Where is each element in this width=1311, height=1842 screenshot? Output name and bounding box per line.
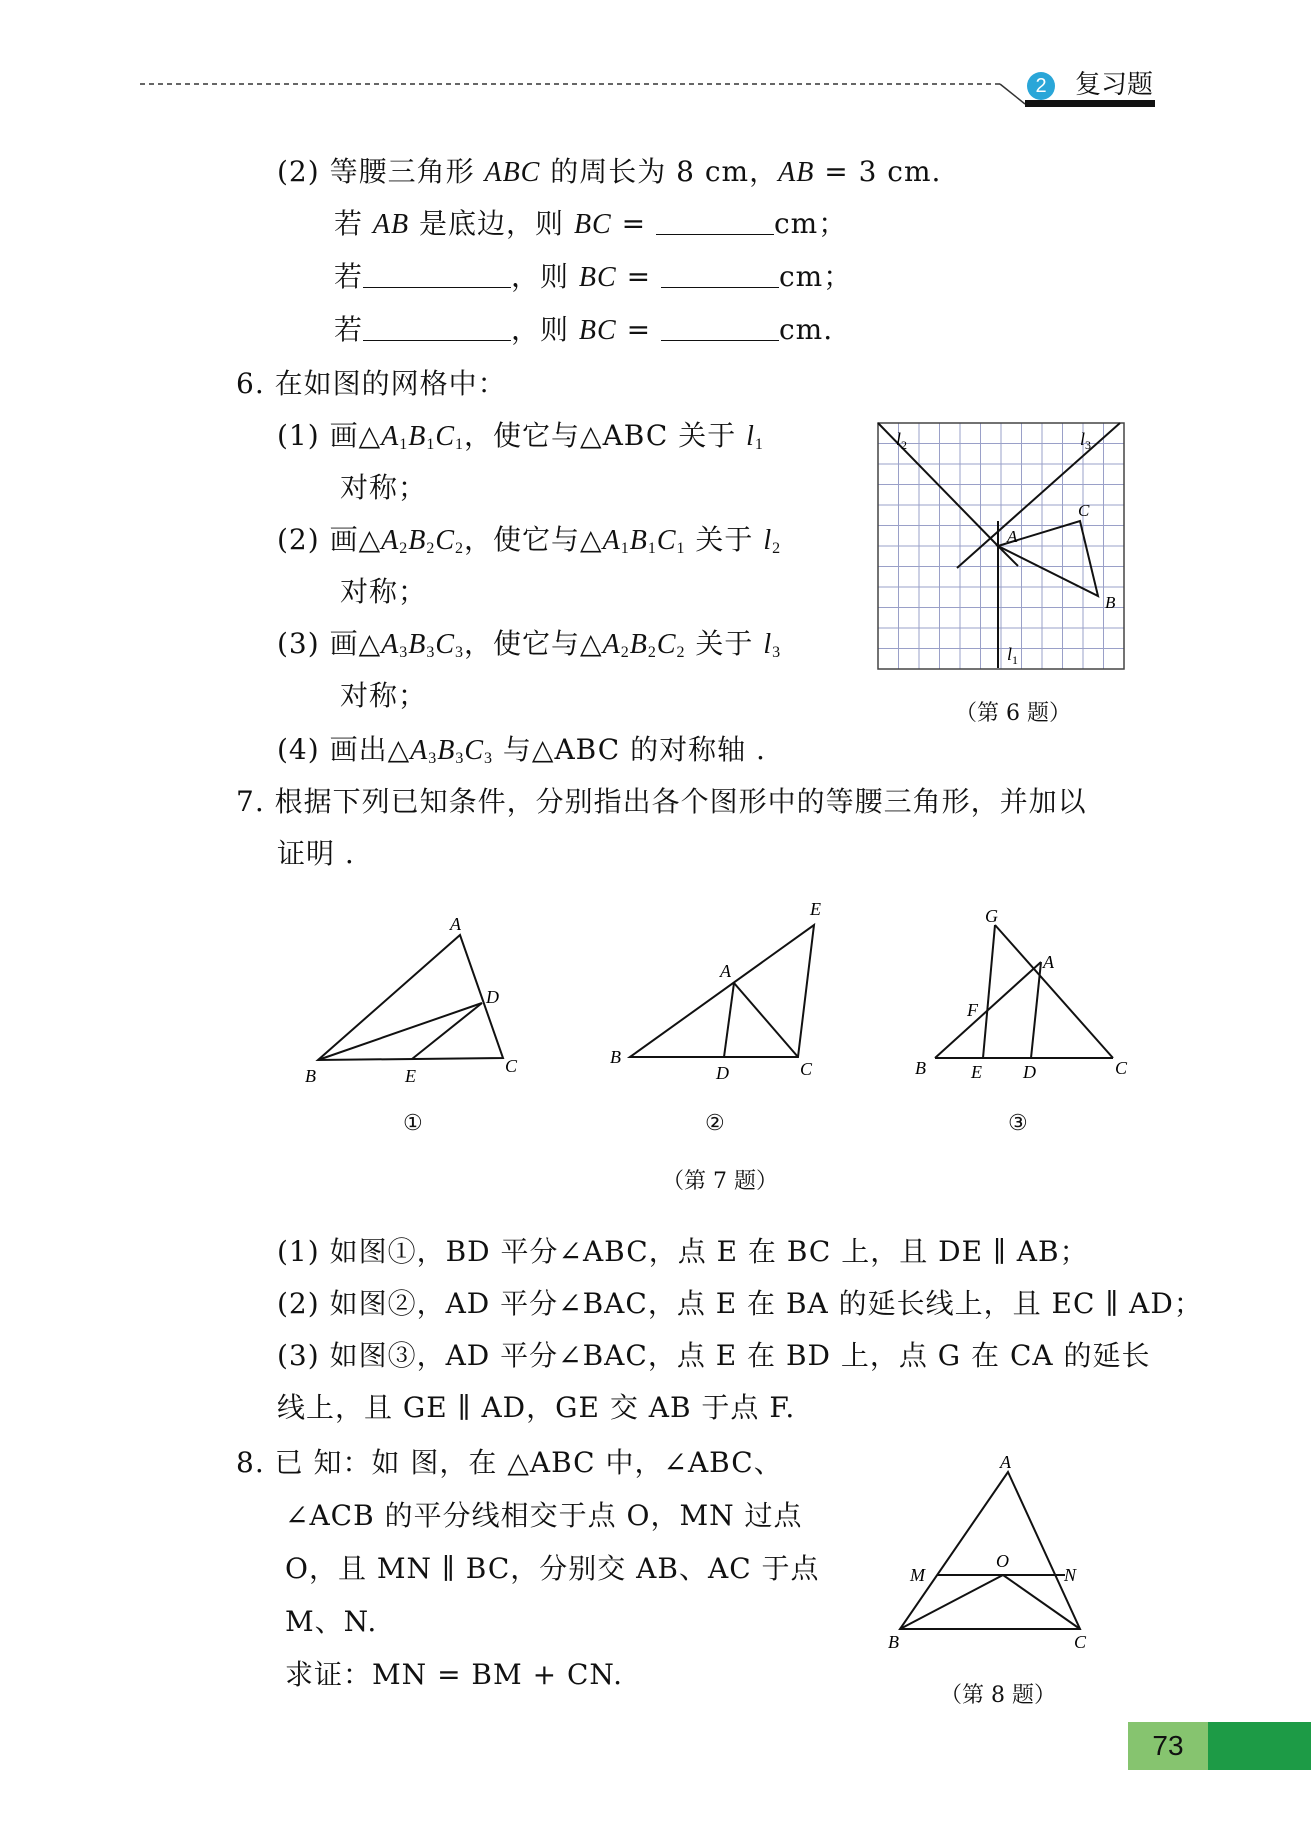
- section-title: 复习题: [1075, 70, 1154, 100]
- q7-caption: （第 7 题）: [662, 1169, 778, 1194]
- q7-figure-1: [290, 910, 540, 1090]
- q7-figure-2: [600, 895, 840, 1085]
- q6-part2-cont: 对称；: [340, 575, 428, 608]
- q8-caption: （第 8 题）: [940, 1683, 1056, 1708]
- q6-stem: 6. 在如图的网格中：: [236, 367, 507, 400]
- q8-line5: 求证：MN = BM + CN.: [285, 1658, 623, 1691]
- q8-line1: 8. 已 知：如 图，在 △ABC 中，∠ABC、: [236, 1446, 783, 1479]
- q8-line4: M、N.: [285, 1605, 378, 1638]
- svg-text:C: C: [800, 1059, 813, 1079]
- q7-mark-3: ③: [1008, 1111, 1028, 1136]
- q7-mark-1: ①: [403, 1111, 423, 1136]
- svg-text:C: C: [1115, 1058, 1128, 1078]
- svg-text:M: M: [910, 1565, 925, 1585]
- label-l2: $l_2$: [896, 429, 908, 452]
- label-c: C: [1078, 501, 1090, 520]
- q7-stem-line1: 7. 根据下列已知条件，分别指出各个图形中的等腰三角形，并加以: [236, 785, 1087, 818]
- q7-part3-line1: (3) 如图③，AD 平分∠BAC，点 E 在 BD 上，点 G 在 CA 的延长: [277, 1339, 1151, 1372]
- answer-blank[interactable]: [363, 257, 511, 288]
- label-l3: $l_3$: [1080, 429, 1092, 452]
- svg-text:B: B: [915, 1058, 926, 1078]
- svg-text:E: E: [971, 1062, 982, 1082]
- svg-text:C: C: [1074, 1632, 1087, 1650]
- q7-mark-2: ②: [705, 1111, 725, 1136]
- q6-part4: (4) 画出$\triangle A_3B_3C_3$ 与△ABC 的对称轴 .: [277, 733, 766, 767]
- svg-text:O: O: [996, 1551, 1009, 1571]
- svg-text:A: A: [1043, 952, 1054, 972]
- q6-part3: (3) 画$\triangle A_3B_3C_3$，使它与$\triangle A_2B_2C_2$ 关于 $l_3$: [277, 627, 782, 661]
- q6-caption: （第 6 题）: [955, 701, 1071, 726]
- svg-text:A: A: [450, 914, 461, 934]
- svg-text:C: C: [505, 1056, 518, 1076]
- q7-stem-line2: 证明 .: [277, 837, 355, 870]
- q7-part3-line2: 线上，且 GE ∥ AD，GE 交 AB 于点 F.: [277, 1391, 796, 1424]
- svg-text:A: A: [1000, 1452, 1011, 1472]
- answer-blank[interactable]: [656, 204, 774, 235]
- page-number-bar: [1208, 1722, 1311, 1770]
- page-number: 73: [1152, 1730, 1184, 1761]
- q6-part1: (1) 画$\triangle A_1B_1C_1$，使它与△ABC 关于 $l_1$: [277, 419, 764, 453]
- svg-text:D: D: [486, 987, 499, 1007]
- q8-line3: O，且 MN ∥ BC，分别交 AB、AC 于点: [285, 1552, 820, 1585]
- q8-figure: [880, 1450, 1110, 1650]
- svg-text:B: B: [888, 1632, 899, 1650]
- svg-text:A: A: [720, 961, 731, 981]
- svg-text:E: E: [405, 1066, 416, 1086]
- answer-blank[interactable]: [661, 310, 779, 341]
- q7-part2: (2) 如图②，AD 平分∠BAC，点 E 在 BA 的延长线上，且 EC ∥ AD；: [277, 1287, 1203, 1320]
- header: [0, 0, 1311, 120]
- answer-blank[interactable]: [363, 310, 511, 341]
- q8-line2: ∠ACB 的平分线相交于点 O，MN 过点: [285, 1499, 803, 1532]
- q7-figure-3: [905, 900, 1145, 1090]
- label-l1: $l_1$: [1007, 644, 1019, 667]
- q5-2-line4: 若 ，则 BC = cm.: [334, 310, 833, 351]
- svg-text:G: G: [985, 906, 998, 926]
- svg-text:B: B: [610, 1047, 621, 1067]
- svg-text:F: F: [967, 1000, 978, 1020]
- svg-text:E: E: [810, 899, 821, 919]
- chapter-badge: 2: [1027, 72, 1055, 100]
- q5-2-line3: 若 ，则 BC = cm；: [334, 257, 852, 298]
- header-rule: [0, 0, 1311, 120]
- q6-part2: (2) 画$\triangle A_2B_2C_2$，使它与$\triangle A_1B_1C_1$ 关于 $l_2$: [277, 523, 782, 557]
- svg-text:B: B: [305, 1066, 316, 1086]
- label-b: B: [1105, 593, 1116, 612]
- answer-blank[interactable]: [661, 257, 779, 288]
- svg-text:D: D: [1023, 1062, 1036, 1082]
- q7-part1: (1) 如图①，BD 平分∠ABC，点 E 在 BC 上，且 DE ∥ AB；: [277, 1235, 1089, 1268]
- svg-text:D: D: [716, 1063, 729, 1083]
- q6-part1-cont: 对称；: [340, 471, 428, 504]
- label-a: A: [1007, 527, 1018, 546]
- q6-grid-figure: [870, 418, 1130, 674]
- q5-2-line1: (2) 等腰三角形 ABC 的周长为 8 cm，AB = 3 cm.: [277, 155, 942, 188]
- q6-part3-cont: 对称；: [340, 679, 428, 712]
- svg-text:N: N: [1064, 1565, 1077, 1585]
- q5-2-line2: 若 AB 是底边，则 BC = cm；: [334, 204, 847, 245]
